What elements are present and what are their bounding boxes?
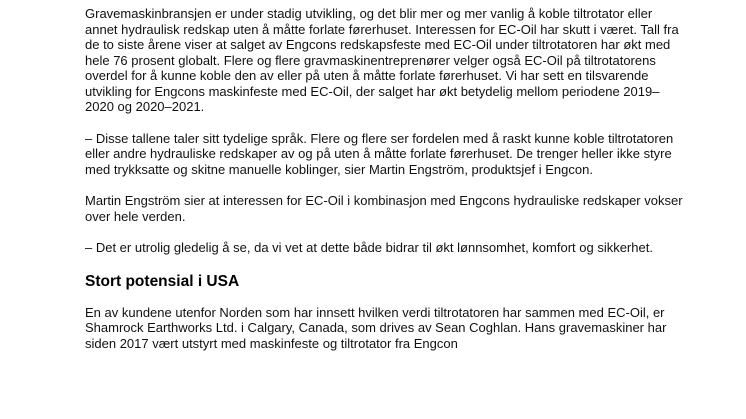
body-paragraph-1: Gravemaskinbransjen er under stadig utvikling, og det blir mer og mer vanlig å koble tiltrotator eller annet hydraulisk redskap uten å måtte forlate førerhuset. Interessen for EC-Oil har skutt i været. Tall fra de to siste årene viser at salget av Engcons redskapsfeste med EC-Oil under tiltrotatoren har økt med hele 76 prosent globalt. Flere og flere gravmaskinentreprenører velger også EC-Oil på tiltrotatorens overdel for å kunne koble den av eller på uten å måtte forlate førerhuset. Vi har sett en tilsvarende utvikling for Engcons maskinfeste med EC-Oil, der salget har økt betydelig mellom periodene 2019–2020 og 2020–2021. <box>85 6 679 114</box>
body-paragraph-3: Martin Engström sier at interessen for EC-Oil i kombinasjon med Engcons hydrauliske redskaper vokser over hele verden. <box>85 193 683 224</box>
section-heading: Stort potensial i USA <box>85 272 240 290</box>
body-paragraph-4: – Det er utrolig gledelig å se, da vi vet at dette både bidrar til økt lønnsomhet, komfort og sikkerhet. <box>85 240 653 255</box>
body-paragraph-2: – Disse tallene taler sitt tydelige språk. Flere og flere ser fordelen med å raskt kunne koble tiltrotatoren eller andre hydrauliske redskaper av og på uten å måtte forlate førerhuset. De trenger heller ikke styre med trykksatte og skitne manuelle koblinger, sier Martin Engström, produktsjef i Engcon. <box>85 130 674 177</box>
body-paragraph-5: En av kundene utenfor Norden som har innsett hvilken verdi tiltrotatoren har sammen med EC-Oil, er Shamrock Earthworks Ltd. i Calgary, Canada, som drives av Sean Coghlan. Hans gravemaskiner har siden 2017 vært utstyrt med maskinfeste og tiltrotator fra Engcon <box>85 304 667 351</box>
